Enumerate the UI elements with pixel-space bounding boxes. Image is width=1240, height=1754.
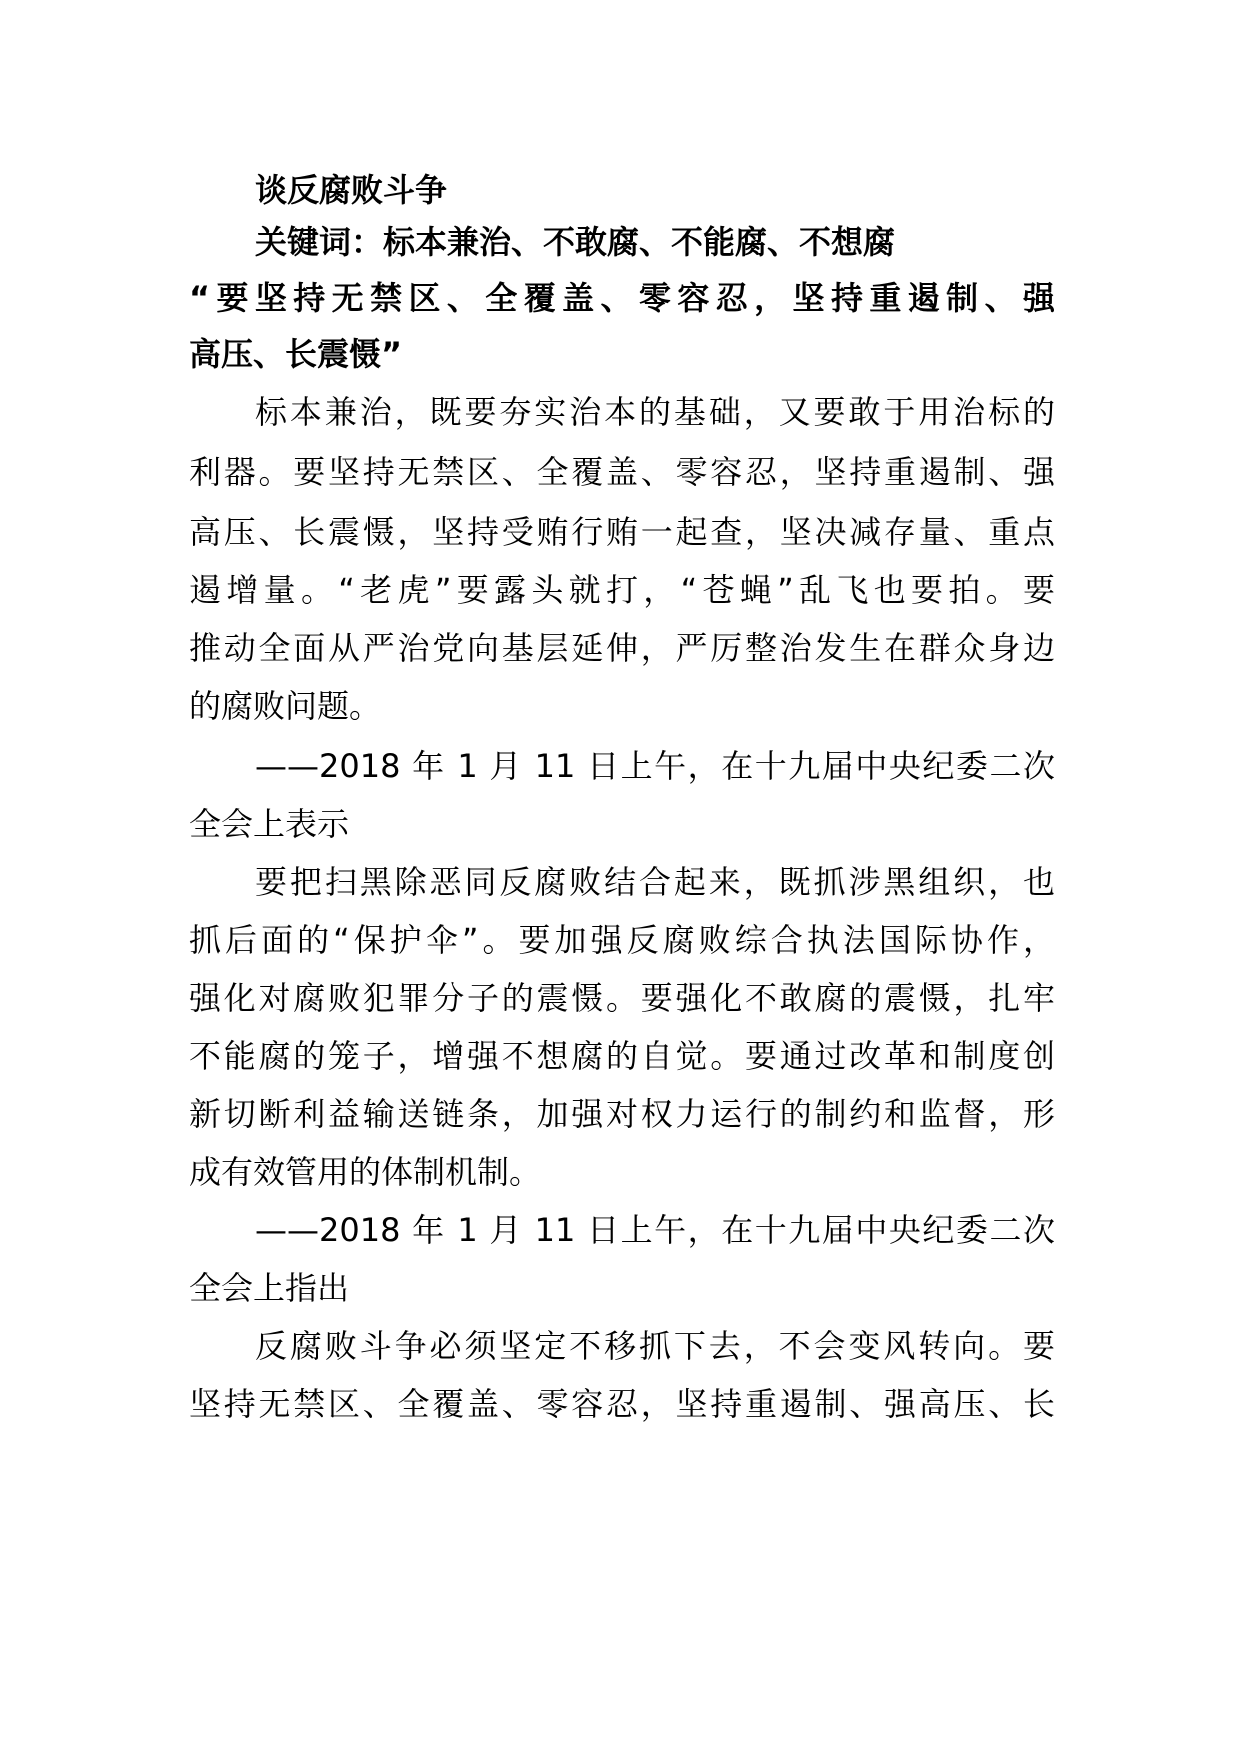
paragraph-2-line: 要把扫黑除恶同反腐败结合起来，既抓涉黑组织，也 (255, 863, 1055, 901)
source-2-line: ——2018 年 1 月 11 日上午，在十九届中央纪委二次 (255, 1211, 1055, 1249)
paragraph-1-line: 的腐败问题。 (189, 687, 382, 725)
paragraph-2-line: 成有效管用的体制机制。 (189, 1153, 542, 1191)
source-1-line: ——2018 年 1 月 11 日上午，在十九届中央纪委二次 (255, 747, 1055, 785)
keywords-line: 关键词：标本兼治、不敢腐、不能腐、不想腐 (255, 223, 896, 261)
paragraph-1-line: 利器。要坚持无禁区、全覆盖、零容忍，坚持重遏制、强 (189, 453, 1055, 491)
paragraph-2-line: 强化对腐败犯罪分子的震慑。要强化不敢腐的震慑，扎牢 (189, 979, 1055, 1017)
paragraph-3-line: 反腐败斗争必须坚定不移抓下去，不会变风转向。要 (255, 1327, 1055, 1365)
paragraph-1-line: 标本兼治，既要夯实治本的基础，又要敢于用治标的 (255, 393, 1055, 431)
quote-line: “要坚持无禁区、全覆盖、零容忍，坚持重遏制、强 (189, 279, 1055, 317)
source-1-line: 全会上表示 (189, 805, 350, 843)
paragraph-1-line: 遏增量。“老虎”要露头就打，“苍蝇”乱飞也要拍。要 (189, 571, 1055, 609)
paragraph-2-line: 抓后面的“保护伞”。要加强反腐败综合执法国际协作， (189, 921, 1055, 959)
paragraph-1-line: 推动全面从严治党向基层延伸，严厉整治发生在群众身边 (189, 629, 1055, 667)
source-2-line: 全会上指出 (189, 1269, 350, 1307)
quote-line: 高压、长震慑” (189, 335, 403, 373)
paragraph-2-line: 新切断利益输送链条，加强对权力运行的制约和监督，形 (189, 1095, 1055, 1133)
document-title: 谈反腐败斗争 (255, 171, 448, 209)
paragraph-3-line: 坚持无禁区、全覆盖、零容忍，坚持重遏制、强高压、长 (189, 1385, 1055, 1423)
paragraph-2-line: 不能腐的笼子，增强不想腐的自觉。要通过改革和制度创 (189, 1037, 1055, 1075)
paragraph-1-line: 高压、长震慑，坚持受贿行贿一起查，坚决减存量、重点 (189, 513, 1055, 551)
